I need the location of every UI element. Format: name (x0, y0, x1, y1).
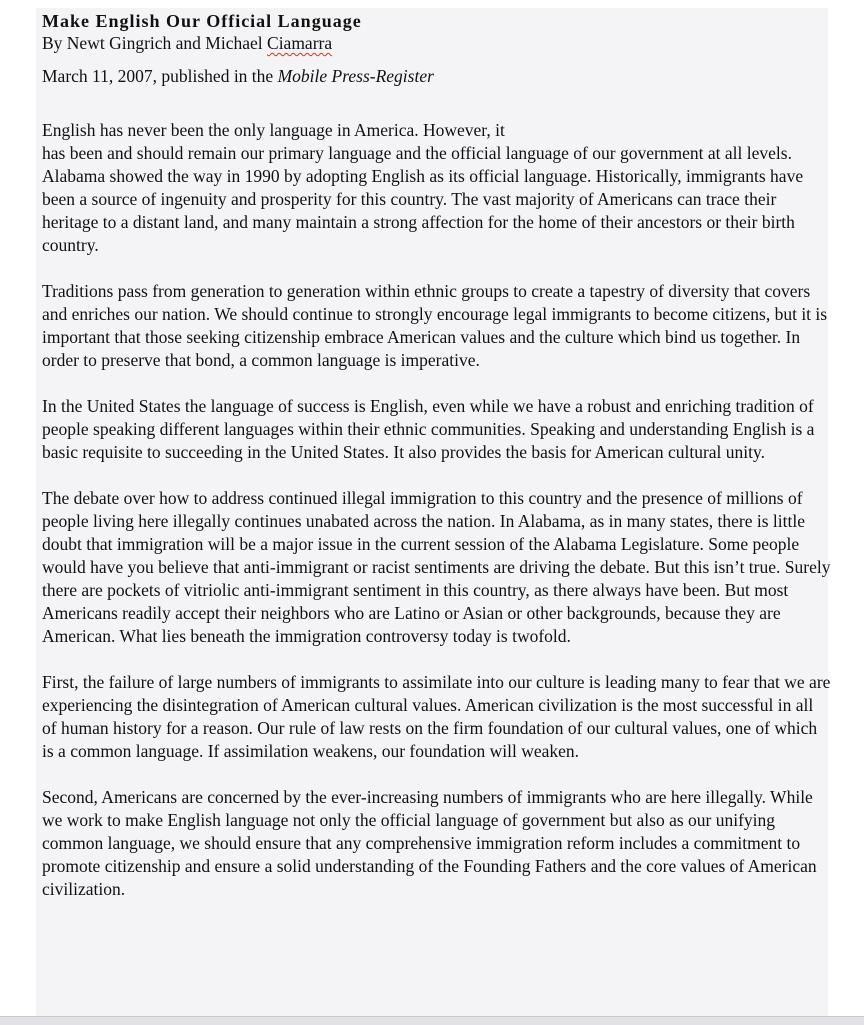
article-dateline (42, 65, 832, 88)
article-byline (42, 32, 832, 55)
byline-text: By Newt Gingrich and Michael (42, 33, 268, 53)
spellcheck-flagged-word[interactable]: Ciamarra (267, 33, 333, 53)
paragraph-6: Second, Americans are concerned by the ever-increasing numbers of immigrants who are here illegally. While we work to make English language not only the official language of government but also as our unifying common language, we should ensure that any comprehensive immigration reform includes a commitment to promote citizenship and ensure a solid understanding of the Founding Fathers and the core values of American civilization. (42, 787, 817, 899)
paragraph-4: The debate over how to address continued illegal immigration to this country and the presence of millions of people living here illegally continues unabated across the nation. In Alabama, as in many states, there is little doubt that immigration will be a major issue in the current session of the Alabama Legislature. Some people would have you believe that anti-immigrant or racist sentiments are driving the debate. But this isn’t true. Surely there are pockets of vitriolic anti-immigrant sentiment in this country, as there always have been. But most Americans readily accept their neighbors who are Latino or Asian or other backgrounds, because they are American. What lies beneath the immigration controversy today is twofold. (42, 488, 831, 646)
paragraph-1: English has never been the only language in America. However, it has been and should remain our primary language and the official language of our government at all levels. Alabama showed the way in 1990 by adopting English as its official language. Historically, immigrants have been a source of ingenuity and prosperity for this country. The vast majority of Americans can trace their heritage to a distant land, and many maintain a strong affection for the home of their ancestors or their birth country. (42, 120, 804, 255)
paragraph-3: In the United States the language of success is English, even while we have a robust and enriching tradition of people speaking different languages within their ethnic communities. Speaking and understanding English is a basic requisite to succeeding in the United States. It also provides the basis for American cultural unity. (42, 396, 815, 462)
paragraph-2: Traditions pass from generation to generation within ethnic groups to create a tapestry of diversity that covers and enriches our nation. We should continue to strongly encourage legal immigrants to become citizens, but it is important that those seeking citizenship embrace American values and the culture which bind us together. In order to preserve that bond, a common language is imperative. (42, 281, 828, 370)
paragraph-5: First, the failure of large numbers of immigrants to assimilate into our culture is leading many to fear that we are experiencing the disintegration of American cultural values. American civilization is the most successful in all of human history for a reason. Our rule of law rests on the firm foundation of our cultural values, one of which is a common language. If assimilation weakens, our foundation will weaken. (42, 672, 831, 761)
document-body[interactable] (42, 10, 832, 901)
article-title: Make English Our Official Language (42, 11, 362, 31)
date-text: March 11, 2007, published in the (42, 66, 278, 86)
publication-name: Mobile Press-Register (277, 66, 434, 86)
